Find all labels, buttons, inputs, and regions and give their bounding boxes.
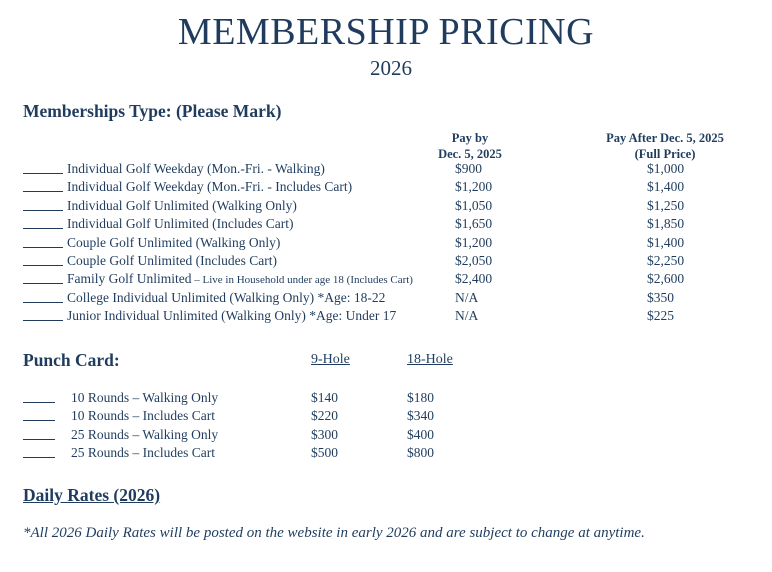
col-early-header-line1: Pay by [451, 131, 489, 145]
membership-label-text: College Individual Unlimited (Walking Only) *Age: 18-22 [67, 289, 386, 305]
membership-price-full: $1,400 [647, 179, 685, 195]
col-full-header [585, 130, 745, 162]
membership-price-early: $1,650 [455, 216, 493, 232]
membership-checkbox-blank[interactable] [23, 270, 63, 289]
punch-card-row [23, 444, 763, 462]
membership-row [23, 178, 763, 196]
punch-price-9-hole: $220 [311, 408, 338, 424]
membership-label-text: Couple Golf Unlimited (Walking Only) [67, 234, 281, 250]
col-early-header-line2: Dec. 5, 2025 [438, 147, 502, 161]
col-full-header-line1: Pay After Dec. 5, 2025 [606, 131, 724, 145]
col-early-header [415, 130, 525, 162]
membership-checkbox-blank[interactable] [23, 215, 63, 234]
membership-label-text: Individual Golf Weekday (Mon.-Fri. - Includes Cart) [67, 179, 353, 195]
punch-checkbox-blank[interactable] [23, 389, 55, 408]
page-subtitle-year: 2026 [370, 56, 412, 80]
membership-price-full: $1,250 [647, 197, 685, 213]
membership-row [23, 215, 763, 233]
membership-label [67, 252, 277, 270]
daily-rates-heading: Daily Rates (2026) [23, 485, 161, 505]
punch-card-label: 25 Rounds – Includes Cart [71, 445, 215, 461]
membership-price-full: $2,250 [647, 253, 685, 268]
membership-price-early: $1,050 [455, 197, 493, 213]
membership-label-text: Couple Golf Unlimited (Includes Cart) [67, 253, 277, 268]
punch-card-label: 10 Rounds – Walking Only [71, 390, 219, 405]
membership-price-full: $2,600 [647, 271, 685, 287]
membership-price-early: $1,200 [455, 234, 493, 250]
punch-price-18-hole: $180 [407, 390, 434, 405]
membership-label [67, 234, 280, 252]
page-title: MEMBERSHIP PRICING [177, 11, 595, 53]
membership-row [23, 252, 763, 270]
membership-price-full: $350 [647, 289, 674, 305]
membership-label-text: Individual Golf Unlimited (Includes Cart) [67, 216, 294, 232]
punch-checkbox-blank[interactable] [23, 407, 55, 426]
membership-checkbox-blank[interactable] [23, 252, 63, 271]
membership-row [23, 234, 763, 252]
col-full-header-line2: (Full Price) [634, 147, 696, 161]
membership-label-note: – Live in Household under age 18 (Includes Cart) [191, 274, 413, 287]
membership-checkbox-blank[interactable] [23, 307, 63, 326]
membership-row [23, 270, 763, 288]
membership-price-full: $1,000 [647, 161, 685, 176]
membership-label [67, 178, 352, 196]
membership-checkbox-blank[interactable] [23, 178, 63, 197]
membership-label [67, 160, 325, 178]
membership-label-text: Individual Golf Weekday (Mon.-Fri. - Walking) [67, 161, 325, 176]
membership-price-early: $2,050 [455, 253, 493, 268]
membership-checkbox-blank[interactable] [23, 234, 63, 253]
memberships-heading: Memberships Type: (Please Mark) [23, 101, 282, 121]
membership-price-early: $900 [455, 161, 482, 176]
punch-card-label: 25 Rounds – Walking Only [71, 426, 219, 442]
membership-label [67, 270, 413, 289]
membership-checkbox-blank[interactable] [23, 289, 63, 308]
membership-price-early: $1,200 [455, 179, 493, 195]
punch-price-18-hole: $800 [407, 445, 434, 461]
punch-checkbox-blank[interactable] [23, 426, 55, 445]
membership-label [67, 307, 396, 325]
membership-price-full: $1,400 [647, 234, 685, 250]
membership-row [23, 307, 763, 325]
membership-label-text: Junior Individual Unlimited (Walking Only) *Age: Under 17 [67, 308, 397, 324]
punch-card-row [23, 407, 763, 425]
punch-card-row [23, 389, 763, 407]
membership-label-text: Family Golf Unlimited [67, 271, 192, 287]
punch-card-heading: Punch Card: [23, 350, 120, 370]
punch-price-9-hole: $500 [311, 445, 338, 461]
membership-row [23, 197, 763, 215]
punch-price-18-hole: $340 [407, 408, 434, 424]
membership-label [67, 197, 297, 215]
punch-price-18-hole: $400 [407, 426, 434, 442]
membership-price-early: N/A [455, 289, 479, 305]
membership-checkbox-blank[interactable] [23, 197, 63, 216]
membership-price-early: $2,400 [455, 271, 493, 287]
membership-price-early: N/A [455, 308, 479, 324]
membership-checkbox-blank[interactable] [23, 160, 63, 179]
punch-price-9-hole: $140 [311, 390, 338, 405]
membership-label-text: Individual Golf Unlimited (Walking Only) [67, 197, 297, 213]
punch-col-9-hole: 9-Hole [311, 352, 350, 367]
punch-card-label: 10 Rounds – Includes Cart [71, 408, 215, 424]
punch-checkbox-blank[interactable] [23, 444, 55, 463]
membership-price-full: $225 [647, 308, 674, 324]
membership-label [67, 289, 385, 307]
punch-col-18-hole: 18-Hole [407, 352, 453, 367]
daily-rates-note: *All 2026 Daily Rates will be posted on the website in early 2026 and are subject to change at anytime. [23, 525, 645, 541]
punch-price-9-hole: $300 [311, 426, 338, 442]
punch-card-row [23, 426, 763, 444]
membership-price-full: $1,850 [647, 216, 685, 232]
membership-row [23, 160, 763, 178]
membership-row [23, 289, 763, 307]
membership-label [67, 215, 293, 233]
